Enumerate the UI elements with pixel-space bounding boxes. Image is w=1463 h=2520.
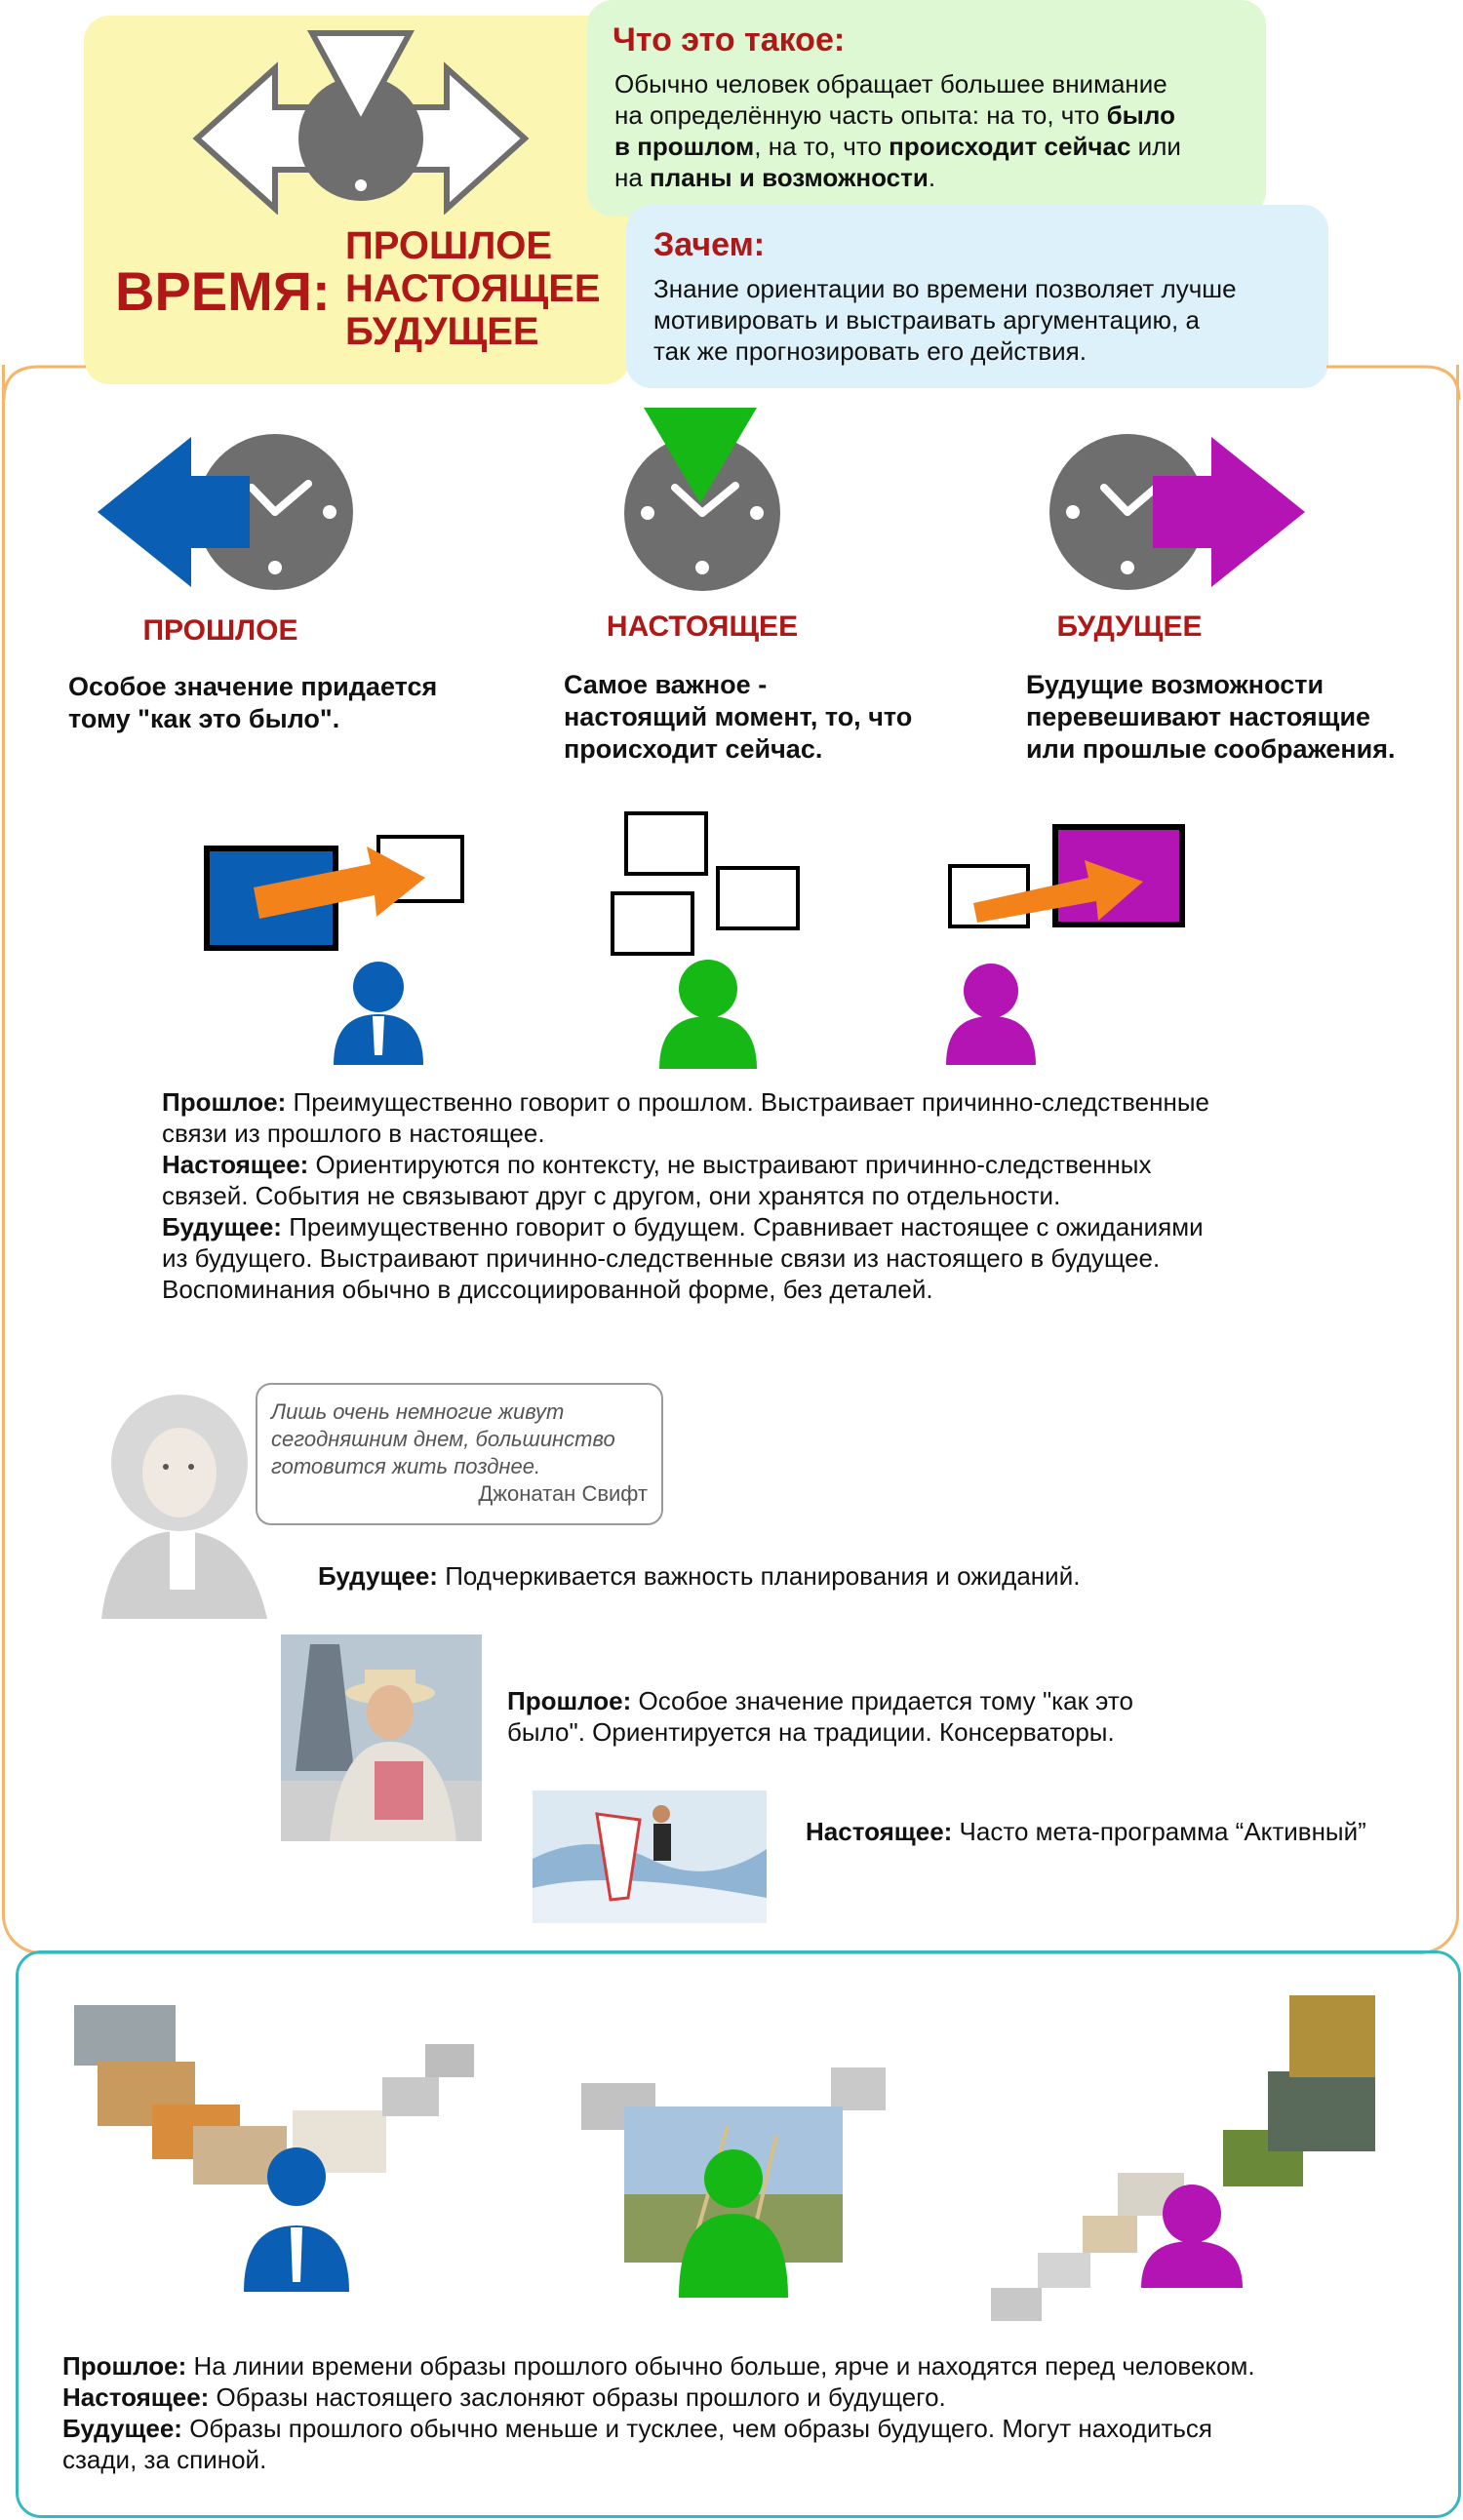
subtitle-present: НАСТОЯЩЕЕ (345, 267, 601, 310)
future-clock-icon (1046, 429, 1309, 595)
column-label-present: НАСТОЯЩЕЕ (606, 610, 799, 643)
quote-line: сегодняшним днем, большинство (271, 1427, 615, 1451)
example-past: Прошлое: Особое значение придается тому "как это было". Ориентируется на традиции. Консерваторы. (507, 1686, 1133, 1747)
quote-line: Лишь очень немногие живут (271, 1399, 565, 1424)
column-label-past: ПРОШЛОЕ (142, 614, 298, 647)
present-clock-icon (614, 406, 790, 593)
quote-line: готовится жить позднее. (271, 1454, 541, 1478)
what-card (587, 0, 1266, 217)
swift-portrait (82, 1385, 277, 1619)
column-label-future: БУДУЩЕЕ (1056, 610, 1203, 643)
example-future: Будущее: Подчеркивается важность планирования и ожиданий. (318, 1561, 1081, 1591)
present-timeline-scene (581, 2067, 893, 2298)
present-diagram (605, 809, 810, 1075)
what-heading: Что это такое: (613, 21, 846, 59)
quote-author: Джонатан Свифт (478, 1481, 648, 1506)
why-text: Знание ориентации во времени позволяет лучше мотивировать и выстраивать аргументацию, а так же прогнозировать его действия. (653, 274, 1237, 366)
subtitle-past: ПРОШЛОЕ (345, 224, 553, 267)
example-present: Настоящее: Часто мета-программа “Активный” (806, 1817, 1366, 1846)
page-subtitle (345, 224, 601, 353)
time-header-icon (185, 29, 536, 215)
past-timeline-scene (68, 1999, 497, 2292)
past-diagram (195, 829, 478, 1073)
future-diagram (942, 819, 1196, 1073)
timeline-details: Прошлое: На линии времени образы прошлого обычно больше, ярче и находятся перед человеком. Настоящее: Образы настоящего заслоняют образы прошлого и будущего. Будущее: Образы прошлого обычно меньше и тусклее, чем образы будущего. Могут находиться сзади, за спиной. (62, 2351, 1255, 2474)
future-timeline-scene (985, 1995, 1375, 2333)
column-desc-past: Особое значение придается тому "как это было". (68, 672, 438, 733)
page-title: ВРЕМЯ: (115, 260, 331, 322)
column-desc-present: Самое важное - настоящий момент, то, что происходит сейчас. (564, 670, 913, 764)
orientation-details: Прошлое: Преимущественно говорит о прошлом. Выстраивает причинно-следственные связи из прошлого в настоящее. Настоящее: Ориентируются по контексту, не выстраивают причинно-следственных связей. События не связывают друг с другом, они хранятся по отдельности. Будущее: Преимущественно говорит о будущем. Сравнивает настоящее с ожиданиями из будущего. Выстраивают причинно-следственные связи из настоящего в будущее. Воспоминания обычно в диссоциированной форме, без деталей. (162, 1087, 1209, 1304)
surfer-photo (533, 1791, 767, 1923)
main-panel-top-edge (0, 361, 1463, 400)
quote-bubble (256, 1383, 663, 1525)
past-clock-icon (94, 429, 357, 595)
poirot-photo (281, 1634, 482, 1841)
subtitle-future: БУДУЩЕЕ (345, 310, 539, 353)
column-desc-future: Будущие возможности перевешивают настоящие или прошлые соображения. (1026, 670, 1396, 764)
why-heading: Зачем: (653, 226, 766, 263)
what-text: Обычно человек обращает большее внимание на определённую часть опыта: на то, что было в прошлом, на то, что происходит сейчас или на планы и возможности. (614, 69, 1181, 192)
